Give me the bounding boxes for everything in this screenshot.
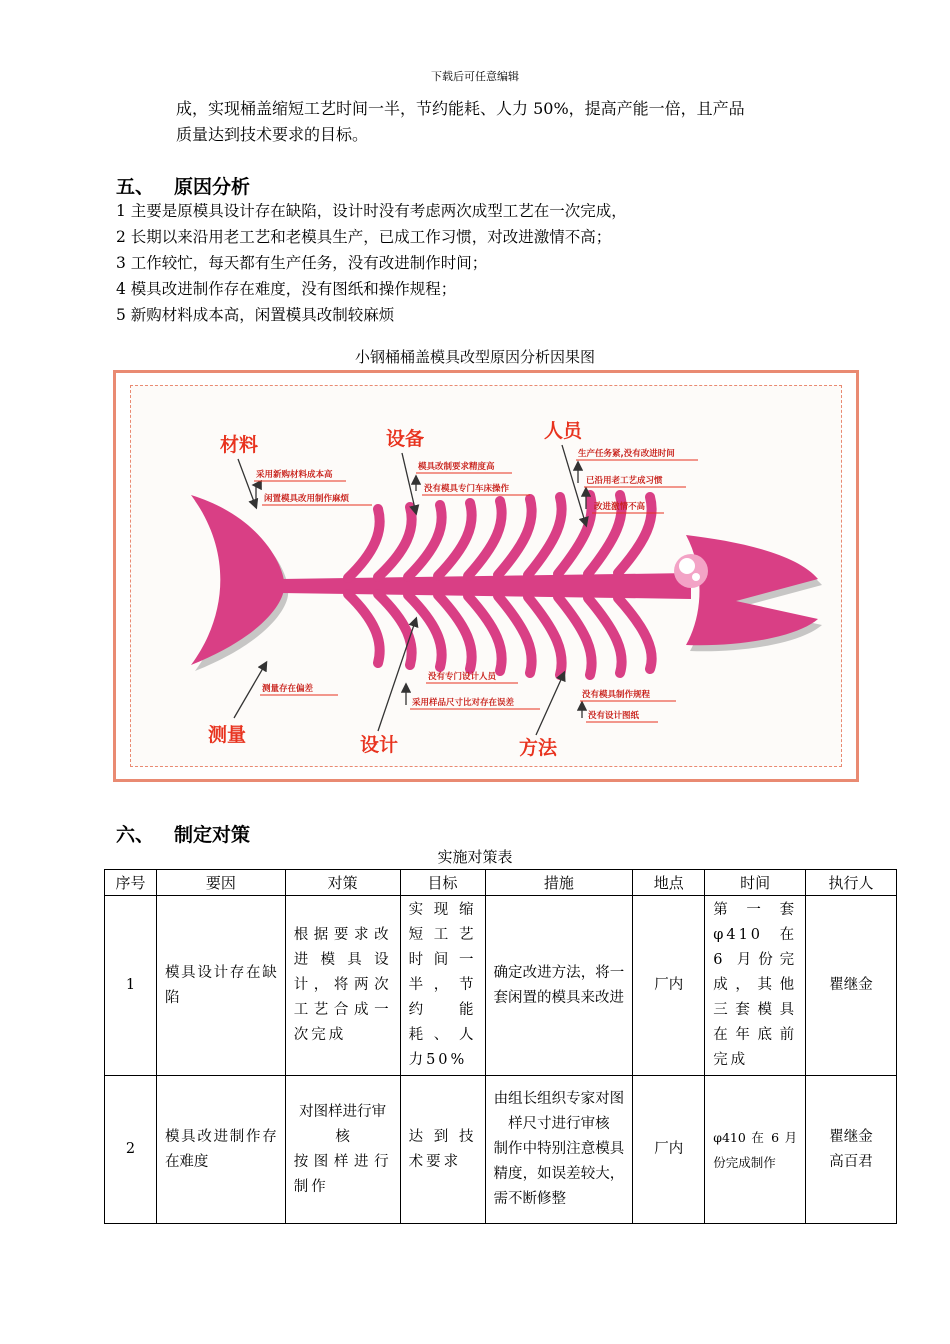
table-header-row [105, 870, 897, 896]
figure-caption: 小钢桶桶盖模具改型原因分析因果图 [354, 348, 595, 366]
row1-place: 厂内 [633, 896, 705, 1076]
section-6-heading [116, 820, 250, 847]
row2-action [485, 1076, 633, 1224]
countermeasure-table [104, 869, 897, 1224]
row1-cause: 模具设计存在缺陷 [156, 896, 285, 1076]
row1-goal: 实现缩短工艺时间一半，节约能耗、人力50% [400, 896, 485, 1076]
header-cause: 要因 [156, 870, 285, 896]
row2-owner [806, 1076, 897, 1224]
category-people: 人员 [544, 420, 583, 442]
header-goal: 目标 [400, 870, 485, 896]
cause-item-5: 5 新购材料成本高，闲置模具改制较麻烦 [116, 306, 395, 324]
cause-material-2: 闲置模具改用制作麻烦 [264, 494, 350, 504]
cause-equipment-2: 没有模具专门车床操作 [424, 484, 510, 494]
fishbone-svg [116, 373, 856, 779]
row2-place: 厂内 [633, 1076, 705, 1224]
row1-no: 1 [105, 896, 157, 1076]
fish-tail [191, 495, 284, 665]
section-5-heading [116, 172, 250, 199]
table-caption: 实施对策表 [437, 848, 513, 866]
row1-owner: 瞿继金 [806, 896, 897, 1076]
row2-time: φ410 在 6 月份完成制作 [705, 1076, 806, 1224]
section-5-number: 五、 [116, 176, 155, 198]
header-owner: 执行人 [806, 870, 897, 896]
row2-action-a: 由组长组织专家对图样尺寸进行审核 [493, 1091, 625, 1132]
header-measure: 对策 [285, 870, 400, 896]
cause-people-2: 已沿用老工艺成习惯 [586, 476, 663, 486]
cause-measure-1: 测量存在偏差 [262, 684, 314, 694]
header-time: 时间 [705, 870, 806, 896]
row2-owner-b: 高百君 [829, 1153, 873, 1170]
cause-method-1: 没有模具制作规程 [582, 690, 651, 700]
category-equipment: 设备 [386, 428, 425, 450]
cause-design-1: 没有专门设计人员 [428, 672, 497, 682]
fishbone-diagram [113, 370, 859, 782]
fish-eye [674, 554, 708, 588]
header-action: 措施 [485, 870, 633, 896]
intro-line-1: 成，实现桶盖缩短工艺时间一半，节约能耗、人力 50%，提高产能一倍，且产品 [176, 99, 745, 118]
cause-people-3: 改进激情不高 [594, 502, 646, 512]
category-method: 方法 [519, 737, 558, 759]
fish-lower-ribs [348, 594, 652, 675]
category-measure: 测量 [208, 724, 247, 746]
row2-owner-a: 瞿继金 [829, 1128, 873, 1145]
section-5-title: 原因分析 [174, 176, 251, 198]
header-place: 地点 [633, 870, 705, 896]
row2-measure [285, 1076, 400, 1224]
section-6-title: 制定对策 [174, 824, 251, 846]
cause-design-2: 采用样品尺寸比对存在误差 [412, 698, 515, 708]
cause-material-1: 采用新购材料成本高 [256, 470, 333, 480]
row2-action-b: 制作中特别注意模具精度，如误差较大，需不断修整 [493, 1141, 625, 1207]
category-material: 材料 [220, 434, 259, 456]
row1-measure: 根据要求改进模具设计，将两次工艺合成一次完成 [285, 896, 400, 1076]
row2-measure-b: 按图样进行制作 [293, 1153, 392, 1195]
cause-list [116, 198, 627, 328]
row1-time: 第一套φ410 在 6 月份完成，其他三套模具在年底前完成 [705, 896, 806, 1076]
page-header: 下载后可任意编辑 [431, 70, 519, 83]
cause-item-3: 3 工作较忙，每天都有生产任务，没有改进制作时间； [116, 254, 488, 272]
intro-line-2: 质量达到技术要求的目标。 [176, 125, 369, 144]
cause-people-1: 生产任务紧,没有改进时间 [578, 449, 675, 459]
fish-spine [281, 573, 691, 599]
cause-equipment-1: 模具改制要求精度高 [418, 462, 495, 472]
row2-cause: 模具改进制作存在难度 [156, 1076, 285, 1224]
row1-action: 确定改进方法，将一套闲置的模具来改进 [485, 896, 633, 1076]
row2-measure-a: 对图样进行审核 [299, 1103, 387, 1145]
section-6-number: 六、 [116, 824, 155, 846]
category-design: 设计 [360, 734, 399, 756]
cause-item-4: 4 模具改进制作存在难度，没有图纸和操作规程； [116, 280, 457, 298]
cause-method-2: 没有设计图纸 [588, 711, 640, 721]
cause-item-1: 1 主要是原模具设计存在缺陷，设计时没有考虑两次成型工艺在一次完成， [116, 202, 627, 220]
row2-no: 2 [105, 1076, 157, 1224]
intro-paragraph [176, 96, 866, 148]
cause-item-2: 2 长期以来沿用老工艺和老模具生产，已成工作习惯，对改进激情不高； [116, 228, 612, 246]
table-row [105, 896, 897, 1076]
table-row [105, 1076, 897, 1224]
row2-goal: 达到技术要求 [400, 1076, 485, 1224]
header-no: 序号 [105, 870, 157, 896]
